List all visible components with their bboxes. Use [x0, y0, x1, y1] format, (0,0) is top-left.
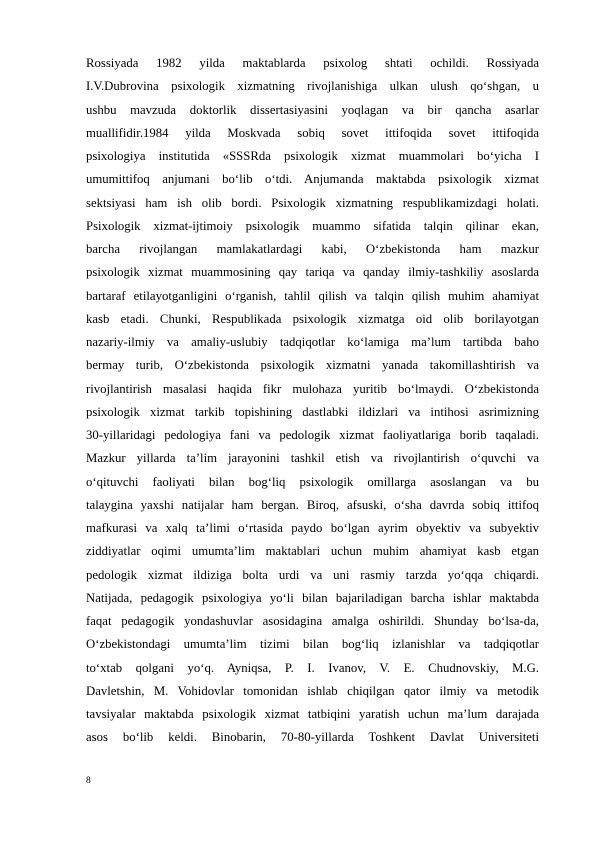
text-line: asos bo‘lib keldi. Binobarin, 70-80-yillarda Toshkent Davlat Universiteti	[86, 730, 539, 745]
text-line: umumittifoq anjumani bo‘lib o‘tdi. Anjumanda maktabda psixologik xizmat	[86, 172, 539, 187]
text-line: ushbu mavzuda doktorlik dissertasiyasini yoqlagan va bir qancha asarlar	[86, 102, 539, 117]
text-line: barcha rivojlangan mamlakatlardagi kabi, O‘zbekistonda ham mazkur	[86, 242, 539, 256]
text-line: pedologik xizmat ildiziga bolta urdi va uni rasmiy tarzda yo‘qqa chiqardi.	[86, 567, 539, 582]
text-line: bartaraf etilayotganligini o‘rganish, tahlil qilish va talqin qilish muhim ahamiyat	[86, 288, 539, 303]
text-line: sektsiyasi ham ish olib bordi. Psixologik xizmatning respublikamizdagi holati.	[86, 195, 539, 210]
text-line: Mazkur yillarda ta’lim jarayonini tashkil etish va rivojlantirish o‘quvchi va	[86, 451, 539, 466]
text-line: psixologik xizmat tarkib topishining dastlabki ildizlari va intihosi asrimizning	[86, 404, 539, 419]
text-line: mafkurasi va xalq ta’limi o‘rtasida paydo bo‘lgan ayrim obyektiv va subyektiv	[86, 521, 539, 535]
text-line: ziddiyatlar oqimi umumta’lim maktablari uchun muhim ahamiyat kasb etgan	[86, 544, 539, 559]
document-body	[86, 52, 539, 750]
text-line: 30-yillaridagi pedologiya fani va pedologik xizmat faoliyatlariga borib taqaladi.	[86, 428, 539, 442]
text-line: O‘zbekistondagi umumta’lim tizimi bilan bog‘liq izlanishlar va tadqiqotlar	[86, 637, 539, 652]
text-line: o‘qituvchi faoliyati bilan bog‘liq psixologik omillarga asoslangan va bu	[86, 474, 539, 489]
text-line: kasb etadi. Chunki, Respublikada psixologik xizmatga oid olib borilayotgan	[86, 311, 539, 326]
text-line: rivojlantirish masalasi haqida fikr mulohaza yuritib bo‘lmaydi. O‘zbekistonda	[86, 381, 539, 396]
text-line: muallifidir.1984 yilda Moskvada sobiq sovet ittifoqida sovet ittifoqida	[86, 125, 539, 140]
text-line: I.V.Dubrovina psixologik xizmatning rivojlanishiga ulkan ulush qo‘shgan, u	[86, 79, 539, 94]
text-line: faqat pedagogik yondashuvlar asosidagina amalga oshirildi. Shunday bo‘lsa-da,	[86, 614, 539, 628]
text-line: Rossiyada 1982 yilda maktablarda psixolog shtati ochildi. Rossiyada	[86, 56, 539, 70]
text-line: talaygina yaxshi natijalar ham bergan. Biroq, afsuski, o‘sha davrda sobiq ittifoq	[86, 497, 539, 512]
text-line: Psixologik xizmat-ijtimoiy psixologik muammo sifatida talqin qilinar ekan,	[86, 218, 539, 233]
text-line: to‘xtab qolgani yo‘q. Ayniqsa, P. I. Ivanov, V. E. Chudnovskiy, M.G.	[86, 660, 539, 675]
text-line: tavsiyalar maktabda psixologik xizmat tatbiqini yaratish uchun ma’lum darajada	[86, 707, 539, 721]
text-line: psixologiya institutida «SSSRda psixologik xizmat muammolari bo‘yicha I	[86, 149, 539, 163]
text-line: psixologik xizmat muammosining qay tariqa va qanday ilmiy-tashkiliy asoslarda	[86, 265, 539, 280]
page-number: 8	[86, 776, 91, 786]
text-line: Davletshin, M. Vohidovlar tomonidan ishlab chiqilgan qator ilmiy va metodik	[86, 683, 539, 698]
text-line: Natijada, pedagogik psixologiya yo‘li bilan bajariladigan barcha ishlar maktabda	[86, 590, 539, 605]
text-line: nazariy-ilmiy va amaliy-uslubiy tadqiqotlar ko‘lamiga ma’lum tartibda baho	[86, 335, 539, 349]
text-line: bermay turib, O‘zbekistonda psixologik xizmatni yanada takomillashtirish va	[86, 358, 539, 373]
